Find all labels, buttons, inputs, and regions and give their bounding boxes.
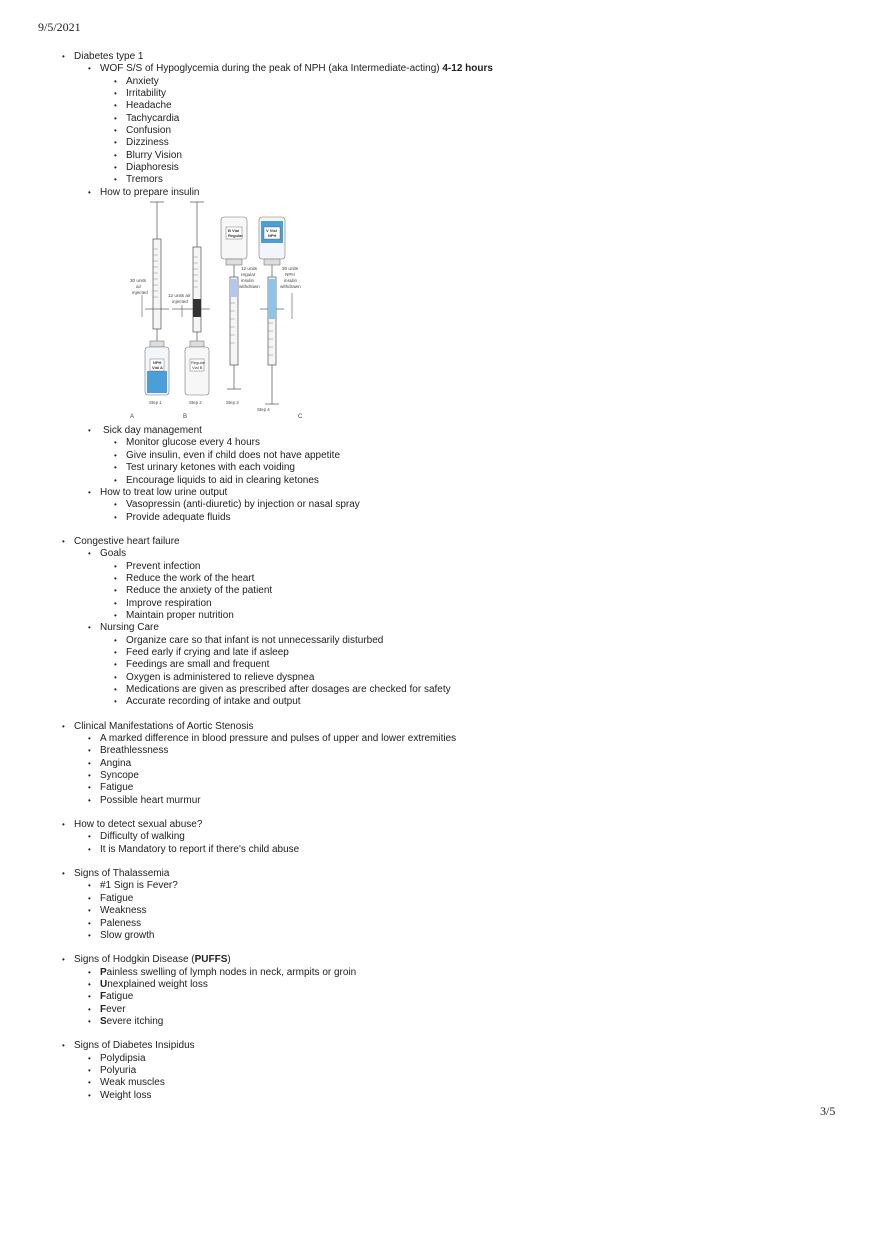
list-item: • Irritability [114, 88, 167, 100]
list-item: • Polyuria [88, 1064, 137, 1076]
section-diabetes-insipidus: • Signs of Diabetes Insipidus [62, 1040, 195, 1052]
syringe-step-2 [172, 202, 210, 341]
section-hodgkin: • Signs of Hodgkin Disease (PUFFS) [62, 954, 231, 966]
list-item: • #1 Sign is Fever? [88, 880, 178, 892]
list-item: • How to prepare insulin [88, 186, 200, 198]
list-item: • Fatigue [88, 892, 134, 904]
list-item: • Breathlessness [88, 745, 169, 757]
section-diabetes: • Diabetes type 1 [62, 51, 144, 62]
list-item: • Difficulty of walking [88, 831, 185, 843]
list-item: • Weakness [88, 905, 147, 917]
list-item: • Reduce the work of the heart [114, 572, 255, 584]
list-item: • Fatigue [88, 782, 134, 794]
list-item: • Fever [88, 1003, 126, 1015]
list-item: • Fatigue [88, 991, 134, 1003]
list-item: • Painless swelling of lymph nodes in neck, armpits or groin [88, 966, 357, 978]
list-item: • Tremors [114, 174, 163, 186]
list-item: • How to treat low urine output [88, 486, 228, 498]
list-item: • Paleness [88, 917, 142, 929]
document-body [0, 51, 880, 1102]
list-item: • Vasopressin (anti-diuretic) by injection or nasal spray [114, 499, 360, 511]
list-item: • Anxiety [114, 75, 159, 87]
list-item: • Feed early if crying and late if asleep [114, 646, 289, 658]
label-12-air: 12 units air injected [168, 293, 191, 305]
svg-text:V VialNPH: V Vial NPH [266, 228, 277, 239]
list-item: • Blurry Vision [114, 149, 182, 161]
list-item: • A marked difference in blood pressure and pulses of upper and lower extremities [88, 733, 457, 745]
list-item: • Accurate recording of intake and output [114, 696, 301, 708]
page-date: 9/5/2021 [38, 20, 81, 34]
list-item: • Oxygen is administered to relieve dyspnea [114, 671, 315, 683]
list-item: • Angina [88, 757, 132, 769]
list-item: • Maintain proper nutrition [114, 609, 234, 621]
list-item: • Prevent infection [114, 560, 201, 572]
list-item: • Provide adequate fluids [114, 511, 231, 523]
list-item: • Organize care so that infant is not unnecessarily disturbed [114, 634, 384, 646]
list-item: • Diaphoresis [114, 162, 179, 174]
list-item: • Goals [88, 548, 127, 560]
svg-text:ABC: A B C [130, 414, 303, 421]
list-item: • Slow growth [88, 929, 155, 941]
page-number: 3/5 [820, 1104, 836, 1118]
list-item: • Possible heart murmur [88, 794, 201, 806]
list-item: • Unexplained weight loss [88, 978, 208, 990]
list-item: • Weight loss [88, 1089, 152, 1101]
list-item: • Sick day management [88, 425, 202, 437]
svg-text:Step 1Step 2Step 3Step 4: Step 1 Step 2 Step 3Step 4 [149, 400, 270, 413]
list-item: • Reduce the anxiety of the patient [114, 585, 273, 597]
list-item: • It is Mandatory to report if there's child abuse [88, 843, 300, 855]
list-item: • Headache [114, 100, 172, 112]
svg-text:RegularVial B: Regular Vial B [191, 360, 206, 371]
list-item: • Dizziness [114, 137, 169, 149]
section-abuse: • How to detect sexual abuse? [62, 819, 203, 831]
list-item: • Confusion [114, 125, 172, 137]
list-item: • WOF S/S of Hypoglycemia during the peak of NPH (aka Intermediate-acting) 4-12 hours [88, 63, 493, 75]
list-item: • Encourage liquids to aid in clearing ketones [114, 474, 319, 486]
insulin-preparation-figure [0, 199, 880, 425]
section-thalassemia: • Signs of Thalassemia [62, 868, 170, 880]
list-item: • Medications are given as prescribed after dosages are checked for safety [114, 684, 451, 695]
list-item: • Polydipsia [88, 1052, 146, 1064]
list-item: • Improve respiration [114, 597, 212, 609]
label-12-regular: 12 units regular insulin withdrawn [239, 266, 260, 290]
list-item: • Weak muscles [88, 1077, 165, 1089]
vial-a-inverted-icon [259, 217, 285, 265]
list-item: • Tachycardia [114, 112, 180, 124]
list-item: • Feedings are small and frequent [114, 659, 270, 671]
list-item: • Syncope [88, 770, 139, 782]
list-item: • Severe itching [88, 1015, 164, 1027]
list-item: • Give insulin, even if child does not have appetite [114, 449, 341, 461]
section-aortic-stenosis: • Clinical Manifestations of Aortic Stenosis [62, 720, 254, 732]
label-30-nph: 30 units NPH insulin withdrawn [280, 266, 301, 290]
svg-text:B VialRegular: B Vial Regular [228, 228, 243, 239]
list-item: • Monitor glucose every 4 hours [114, 437, 260, 449]
list-item: • Nursing Care [88, 622, 159, 634]
syringe-step-1 [145, 202, 169, 341]
label-30-air: 30 units air injected [130, 278, 148, 296]
list-item: • Test urinary ketones with each voiding [114, 462, 295, 474]
vial-b-inverted-icon [221, 217, 247, 265]
svg-text:NPHVial A: NPH Vial A [152, 360, 163, 371]
section-chf: • Congestive heart failure [62, 535, 180, 547]
